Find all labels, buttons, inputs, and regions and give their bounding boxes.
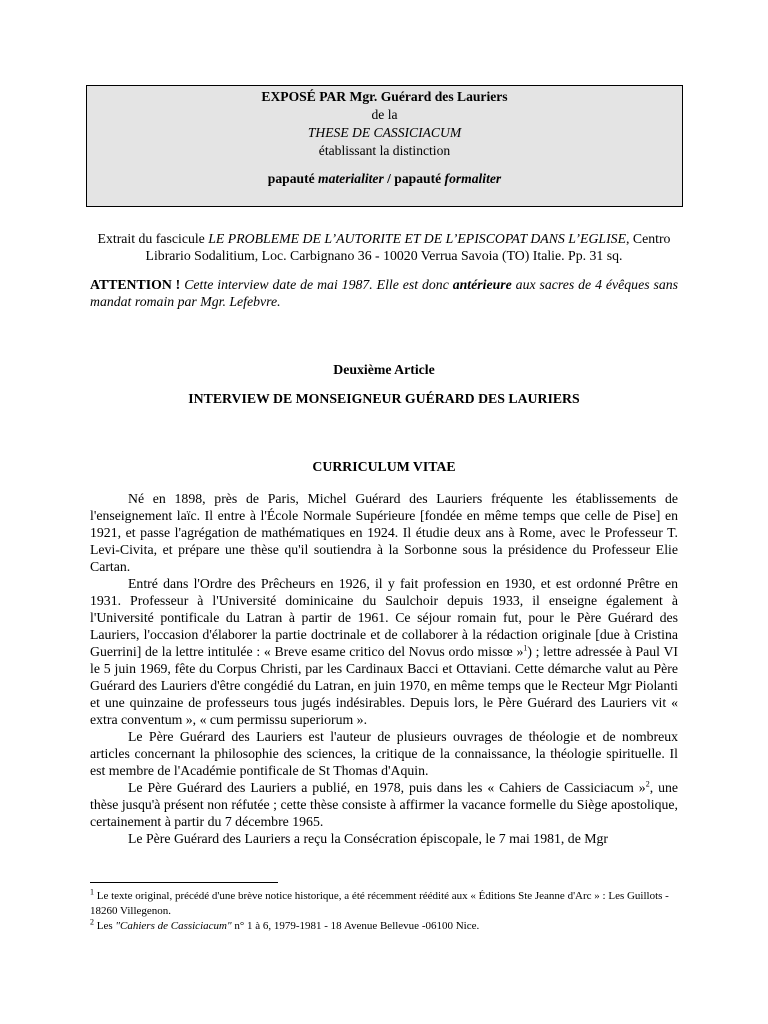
cv-title: CURRICULUM VITAE <box>312 459 456 474</box>
paragraph-consecration: Le Père Guérard des Lauriers a reçu la Consécration épiscopale, le 7 mai 1981, de Mgr <box>128 831 609 846</box>
footnote-ref-1: 1 <box>523 643 528 653</box>
footnotes <box>90 882 678 934</box>
attention-note: ATTENTION ! Cette interview date de mai 1987. Elle est donc antérieure aux sacres de 4 évêques sans mandat romain par Mgr. Lefebvre. <box>90 277 679 309</box>
document-body <box>90 230 678 847</box>
header-box <box>86 85 683 207</box>
header-thesis-title: THESE DE CASSICIACUM <box>307 125 462 140</box>
header-title: EXPOSÉ PAR Mgr. Guérard des Lauriers <box>261 89 508 104</box>
footnote-ref-2: 2 <box>645 779 650 789</box>
footnote-2: $^2$ Les "Cahiers de Cassiciacum" n° 1 à 6, 1979-1981 - 18 Avenue Bellevue -06100 Nice. <box>90 917 480 932</box>
header-de-la: de la <box>371 107 398 122</box>
header-distinction: établissant la distinction <box>318 143 451 158</box>
extract-reference: Extrait du fascicule LE PROBLEME DE L’AUTORITE ET DE L’EPISCOPAT DANS L’EGLISE, Centro Librario Sodalitium, Loc. Carbignano 36 - 10020 Verrua Savoia (TO) Italie. Pp. 31 sq. <box>97 231 671 263</box>
interview-title: INTERVIEW DE MONSEIGNEUR GUÉRARD DES LAURIERS <box>188 391 580 406</box>
paragraph-thesis: Le Père Guérard des Lauriers a publié, en 1978, puis dans les « Cahiers de Cassiciacum »$^2$, une thèse jusqu'à présent non réfutée ; cette thèse consiste à affirmer la vacance formelle du Siège apostolique, certainement à partir du 7 décembre 1965. <box>90 779 678 829</box>
footnote-divider <box>90 882 278 883</box>
paragraph-birth: Né en 1898, près de Paris, Michel Guérard des Lauriers fréquente les établissements de l'enseignement laïc. Il entre à l'École Normale Supérieure [fondée en même temps que celle de Pise] en 1921, et passe l'agrégation de mathématiques en 1924. Il étudie deux ans à Rome, avec le Professeur T. Levi-Civita, et prépare une thèse qu'il soutiendra à la Sorbonne sous la présidence du Professeur Elie Cartan. <box>90 491 678 574</box>
paragraph-order: Entré dans l'Ordre des Prêcheurs en 1926, il y fait profession en 1930, et est ordonné Prêtre en 1931. Professeur à l'Université dominicaine du Saulchoir depuis 1933, il enseigne également à l'Université pontificale du Latran à partir de 1961. Ce séjour romain fut, pour le Père Guérard des Lauriers, l'occasion d'élaborer la partie doctrinale et de collaborer à la rédaction originale [due à Cristina Guerrini] de la lettre intitulée : « Breve esame critico del Novus ordo missœ »$^1$) ; lettre adressée à Paul VI le 5 juin 1969, fête du Corpus Christi, par les Cardinaux Bacci et Ottaviani. Cette démarche valut au Père Guérard des Lauriers d'être congédié du Latran, en juin 1970, en même temps que le Recteur Mgr Piolanti et une quinzaine de professeurs tous jugés indésirables. Depuis lors, le Père Guérard des Lauriers vit « extra conventum », « cum permissu superiorum ». <box>90 576 678 727</box>
header-papacy-line: papauté materialiter / papauté formaliter <box>267 171 502 186</box>
paragraph-works: Le Père Guérard des Lauriers est l'auteur de plusieurs ouvrages de théologie et de nombreux articles concernant la philosophie des sciences, la critique de la connaissance, la théologie spirituelle. Il est membre de l'Académie pontificale de St Thomas d'Aquin. <box>90 729 678 778</box>
footnote-1: $^1$ Le texte original, précédé d'une brève notice historique, a été récemment réédité aux « Éditions Ste Jeanne d'Arc » : Les Guillots - 18260 Villegenon. <box>90 887 669 917</box>
article-label: Deuxième Article <box>333 362 435 377</box>
